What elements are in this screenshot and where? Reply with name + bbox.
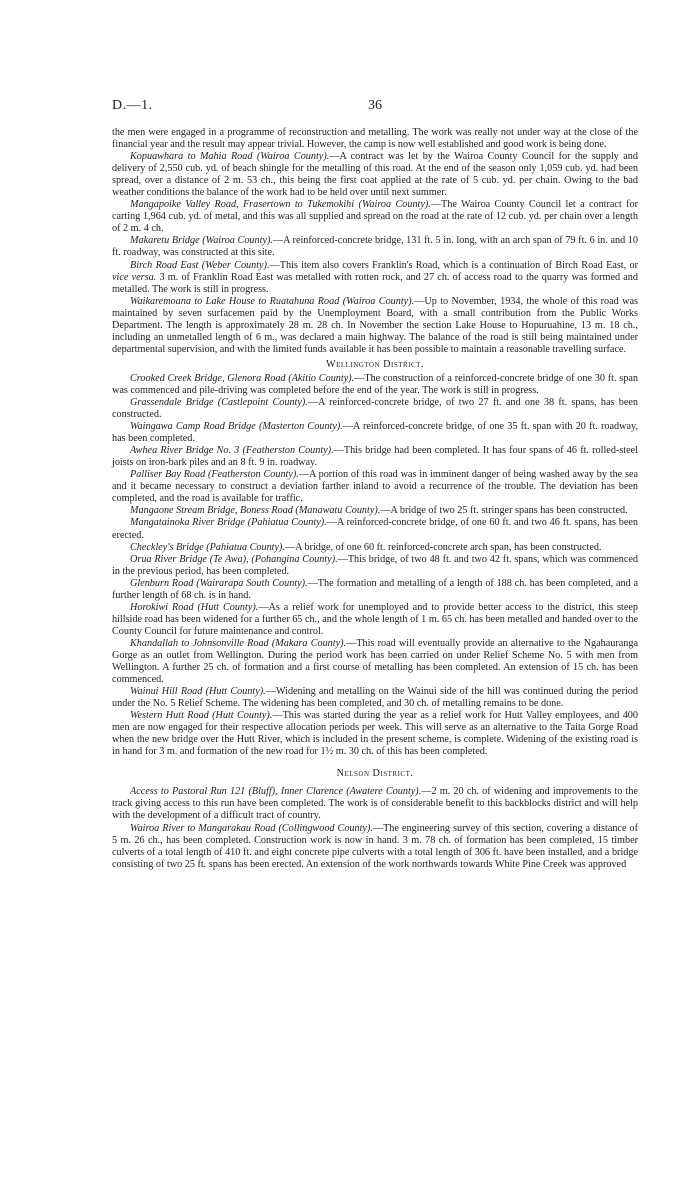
item-title: Palliser Bay Road (Featherston County).	[130, 469, 299, 481]
item-text: —This was started during the year as a relief work for Hutt Valley employees, and 400 men are now engaged for their respective allocation periods per week. This will serve as an alternative to the Taita Gorge Road when the new bridge over the Hutt River, which is included in the present scheme, is complete. Widening of the existing road is in hand for 3 m. and formation of the new road for 1½ m. 30 ch. of this has been completed.	[112, 710, 638, 758]
item-title: Waikaremoana to Lake House to Ruatahuna Road (Wairoa County).	[130, 295, 415, 307]
paragraph-waikaremoana	[112, 296, 638, 356]
item-title: Horokiwi Road (Hutt County).	[130, 601, 259, 613]
paragraph-horokiwi	[112, 602, 638, 638]
item-title: Wainui Hill Road (Hutt County).	[130, 686, 266, 698]
item-title: Glenburn Road (Wairarapa South County).	[130, 577, 308, 589]
paragraph-birch-road	[112, 260, 638, 296]
paragraph-waingawa	[112, 421, 638, 445]
item-title: Western Hutt Road (Hutt County).	[130, 710, 273, 722]
item-text: —This item also covers Franklin's Road, which is a continuation of Birch Road East, or	[269, 259, 638, 271]
item-text: —A reinforced-concrete bridge, of one 60 ft. and two 46 ft. spans, has been erected.	[112, 517, 638, 541]
item-text: —Up to November, 1934, the whole of this road was maintained by seven surfacemen paid by the Unemployment Board, with a small contribution from the Public Works Department. The length is approximately 28 m. 28 ch. In November the section Lake House to Hopuruahine, 13 m. 18 ch., including an unmetalled length of 6 m., was declared a main highway. The balance of the road is still being maintained under departmental supervision, and with the limited funds available it has been possible to maintain a reasonable travelling surface.	[112, 295, 638, 355]
item-title: Mangapoike Valley Road, Frasertown to Tukemokihi (Wairoa County).	[130, 199, 431, 211]
paragraph-kopuawhara	[112, 151, 638, 199]
item-text: —A reinforced-concrete bridge, 131 ft. 5 in. long, with an arch span of 79 ft. 6 in. and 10 ft. roadway, was constructed at this site.	[112, 235, 638, 259]
item-title: Khandallah to Johnsonville Road (Makara County).	[130, 637, 347, 649]
item-title: Crooked Creek Bridge, Glenora Road (Akitio County).	[130, 372, 355, 384]
item-text-continued: 3 m. of Franklin Road East was metalled with rotten rock, and 27 ch. of access road to the quarry was formed and metalled. The work is still in progress.	[112, 271, 638, 295]
section-heading-wellington: Wellington District.	[325, 358, 425, 370]
item-title: Waingawa Camp Road Bridge (Masterton County).	[130, 421, 343, 433]
paragraph-glenburn	[112, 578, 638, 602]
item-text: —This road will eventually provide an alternative to the Ngahauranga Gorge as an outlet from Wellington. During the period work has been carried on under Relief Scheme No. 5 with men from Wellington. A further 25 ch. of formation and a first course of metalling has been completed. An extension of 15 ch. has been commenced.	[112, 637, 638, 686]
item-text: —This bridge had been completed. It has four spans of 46 ft. rolled-steel joists on iron-bark piles and an 8 ft. 9 in. roadway.	[112, 445, 638, 469]
item-text: —The construction of a reinforced-concrete bridge of one 30 ft. span was commenced and pile-driving was completed before the end of the year. The work is still in progress.	[112, 372, 638, 396]
page-number: 36	[368, 98, 382, 113]
item-text: —This bridge, of two 48 ft. and two 42 ft. spans, which was commenced in the previous period, has been completed.	[112, 553, 638, 577]
item-title: Access to Pastoral Run 121 (Bluff), Inner Clarence (Awatere County).	[130, 786, 422, 798]
item-italic-phrase: vice versa.	[112, 271, 157, 283]
item-text: —A bridge of two 25 ft. stringer spans has been constructed.	[380, 505, 628, 517]
item-text: —2 m. 20 ch. of widening and improvements to the track giving access to this run have been completed. The work is of considerable benefit to this backblocks district and will help with the development of a difficult tract of country.	[112, 786, 638, 822]
paragraph-makaretu	[112, 235, 638, 259]
item-title: Makaretu Bridge (Wairoa County).	[130, 235, 273, 247]
item-title: Wairoa River to Mangarakau Road (Collingwood County).	[130, 822, 373, 834]
item-text: —The engineering survey of this section, covering a distance of 5 m. 26 ch., has been completed. Construction work is now in hand. 3 m. 78 ch. of formation has been completed, 15 timber culverts of a total length of 410 ft. and eight concrete pipe culverts with a total length of 306 ft. have been installed, and a bridge consisting of two 25 ft. spans has been erected. An extension of the work northwards towards White Pine Creek was approved	[112, 822, 638, 870]
paragraph-crooked-creek	[112, 373, 638, 397]
paragraph-orua	[112, 554, 638, 578]
item-text: —A reinforced-concrete bridge, of two 27 ft. and one 38 ft. spans, has been constructed.	[112, 396, 638, 421]
item-title: Awhea River Bridge No. 3 (Featherston County).	[130, 445, 334, 457]
page-header	[112, 98, 638, 120]
item-title: Birch Road East (Weber County).	[130, 259, 270, 271]
section-heading-nelson: Nelson District.	[336, 768, 414, 780]
item-title: Mangatainoka River Bridge (Pahiatua County).	[130, 517, 327, 529]
paragraph-palliser-bay	[112, 469, 638, 505]
paragraph-mangatainoka	[112, 517, 638, 541]
item-text: —The formation and metalling of a length of 188 ch. has been completed, and a further length of 68 ch. is in hand.	[112, 577, 638, 601]
item-text: —A portion of this road was in imminent danger of being washed away by the sea and it became necessary to construct a deviation farther inland to avoid a recurrence of the trouble. The deviation has been completed, and the road is available for traffic.	[112, 469, 639, 505]
paragraph-western-hutt	[112, 710, 638, 758]
paragraph-awhea	[112, 445, 638, 469]
page-body	[112, 127, 638, 871]
paragraph-mangaone	[112, 505, 638, 517]
item-title: Orua River Bridge (Te Awa), (Pohangina County).	[130, 553, 338, 565]
item-text: —As a relief work for unemployed and to provide better access to the district, this steep hillside road has been widened for a further 65 ch., and the whole length of 1 m. 65 ch. has been metalled and handed over to the County Council for future maintenance and control.	[112, 601, 639, 637]
item-title: Mangaone Stream Bridge, Boness Road (Manawatu County).	[130, 505, 381, 517]
paragraph-khandallah	[112, 638, 638, 686]
item-text: —A contract was let by the Wairoa County Council for the supply and delivery of 2,550 cub. yd. of beach shingle for the metalling of this road. At the end of the season only 1,059 cub. yd. had been spread, over a distance of 2 m. 53 ch., this being the first coat applied at the rate of 5 cub. yd. per chain. Owing to the bad weather conditions the balance of the work had to be held over until next summer.	[112, 151, 638, 199]
item-text: —A reinforced-concrete bridge, of one 35 ft. span with 20 ft. roadway, has been completed.	[112, 421, 639, 445]
item-title: Grassendale Bridge (Castlepoint County).	[130, 396, 308, 408]
item-title: Checkley's Bridge (Pahiatua County).	[130, 541, 285, 553]
item-text: —The Wairoa County Council let a contract for carting 1,964 cub. yd. of metal, and this was all supplied and spread on the road at the rate of 12 cub. yd. per chain over a length of 2 m. 4 ch.	[112, 199, 638, 235]
item-text: —Widening and metalling on the Wainui side of the hill was continued during the period under the No. 5 Relief Scheme. The widening has been completed, and 30 ch. of metalling remains to be done.	[112, 686, 638, 710]
paragraph-mangapoike	[112, 199, 638, 235]
paragraph-wairoa-river	[112, 823, 638, 871]
paragraph-wainui-hill	[112, 686, 638, 710]
paragraph-checkleys	[112, 542, 638, 554]
document-reference: D.—1.	[112, 98, 153, 113]
paragraph-grassendale	[112, 397, 638, 421]
opening-paragraph: the men were engaged in a programme of reconstruction and metalling. The work was really not under way at the close of the financial year and the result may appear trivial. However, the camp is now well established and good work is being done.	[112, 127, 638, 151]
item-title: Kopuawhara to Mahia Road (Wairoa County).	[130, 151, 330, 163]
paragraph-pastoral-run	[112, 786, 638, 822]
item-text: —A bridge, of one 60 ft. reinforced-concrete arch span, has been constructed.	[284, 541, 602, 553]
